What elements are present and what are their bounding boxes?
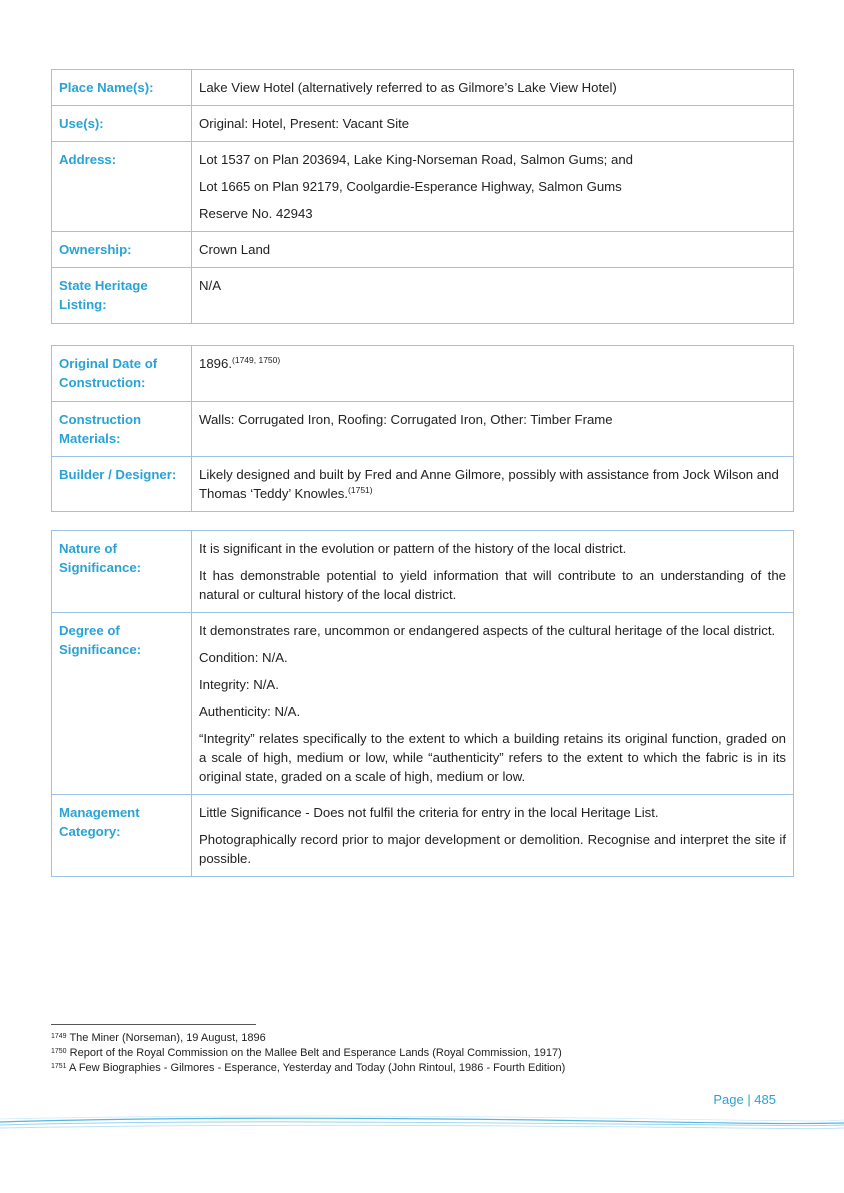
page-number: Page | 485: [713, 1092, 776, 1107]
address-value: [192, 142, 794, 232]
materials-value: Walls: Corrugated Iron, Roofing: Corrugated Iron, Other: Timber Frame: [192, 402, 794, 457]
footnotes: [51, 1031, 791, 1076]
table-row: [52, 268, 794, 324]
nature-line: It is significant in the evolution or pattern of the history of the local district.: [199, 541, 627, 556]
materials-label: Construction Materials:: [52, 402, 192, 457]
degree-line: Authenticity: N/A.: [199, 704, 301, 719]
construction-table: [51, 345, 794, 512]
footnote: [51, 1061, 791, 1076]
management-line: Photographically record prior to major development or demolition. Recognise and interpret the site if possible.: [199, 832, 786, 866]
degree-label: Degree of Significance:: [52, 613, 192, 795]
table-row: [52, 70, 794, 106]
footnote-ref: (1751): [348, 485, 373, 495]
builder-value: [192, 457, 794, 512]
address-line: Lot 1537 on Plan 203694, Lake King-Norseman Road, Salmon Gums; and: [199, 152, 633, 167]
heritage-listing-value: N/A: [192, 268, 794, 324]
footnote-ref: (1749, 1750): [232, 355, 281, 365]
degree-value: [192, 613, 794, 795]
footnote: [51, 1031, 791, 1046]
footnote: [51, 1046, 791, 1061]
place-name-value: Lake View Hotel (alternatively referred to as Gilmore’s Lake View Hotel): [192, 70, 794, 106]
ownership-label: Ownership:: [52, 232, 192, 268]
management-value: [192, 795, 794, 877]
table-row: [52, 232, 794, 268]
degree-line: Condition: N/A.: [199, 650, 288, 665]
table-row: [52, 346, 794, 402]
construction-date-value: [192, 346, 794, 402]
footnote-text: Report of the Royal Commission on the Mallee Belt and Esperance Lands (Royal Commission, 1917): [69, 1047, 562, 1059]
management-label: Management Category:: [52, 795, 192, 877]
nature-value: [192, 531, 794, 613]
builder-label: Builder / Designer:: [52, 457, 192, 512]
use-label: Use(s):: [52, 106, 192, 142]
construction-date-label: Original Date of Construction:: [52, 346, 192, 402]
address-label: Address:: [52, 142, 192, 232]
place-name-label: Place Name(s):: [52, 70, 192, 106]
degree-line: It demonstrates rare, uncommon or endangered aspects of the cultural heritage of the local district.: [199, 623, 776, 638]
builder-text: Likely designed and built by Fred and Anne Gilmore, possibly with assistance from Jock Wilson and Thomas ‘Teddy’ Knowles.: [199, 467, 779, 501]
place-details-table: [51, 69, 794, 324]
footnote-number: 1750: [51, 1048, 67, 1055]
management-line: Little Significance - Does not fulfil the criteria for entry in the local Heritage List.: [199, 805, 659, 820]
footnote-number: 1749: [51, 1033, 67, 1040]
footnote-text: A Few Biographies - Gilmores - Esperance, Yesterday and Today (John Rintoul, 1986 - Fourth Edition): [69, 1062, 566, 1074]
nature-line: It has demonstrable potential to yield information that will contribute to an understanding of the natural or cultural history of the local district.: [199, 568, 786, 602]
ownership-value: Crown Land: [192, 232, 794, 268]
nature-label: Nature of Significance:: [52, 531, 192, 613]
address-line: Lot 1665 on Plan 92179, Coolgardie-Esperance Highway, Salmon Gums: [199, 179, 622, 194]
decorative-waves-icon: [0, 1108, 844, 1138]
construction-date-text: 1896.: [199, 356, 233, 371]
use-value: Original: Hotel, Present: Vacant Site: [192, 106, 794, 142]
table-row: [52, 795, 794, 877]
table-row: [52, 613, 794, 795]
table-row: [52, 142, 794, 232]
table-row: [52, 531, 794, 613]
table-row: [52, 106, 794, 142]
degree-line: Integrity: N/A.: [199, 677, 279, 692]
significance-table: [51, 530, 794, 877]
footnote-text: The Miner (Norseman), 19 August, 1896: [69, 1032, 266, 1044]
table-row: [52, 402, 794, 457]
footnote-number: 1751: [51, 1063, 67, 1070]
degree-line: “Integrity” relates specifically to the extent to which a building retains its original function, graded on a scale of high, medium or low, while “authenticity” refers to the extent to which the fabric is in its original state, graded on a scale of high, medium or low.: [199, 731, 786, 784]
address-line: Reserve No. 42943: [199, 206, 313, 221]
table-row: [52, 457, 794, 512]
footnote-divider: [51, 1024, 256, 1025]
heritage-listing-label: State Heritage Listing:: [52, 268, 192, 324]
